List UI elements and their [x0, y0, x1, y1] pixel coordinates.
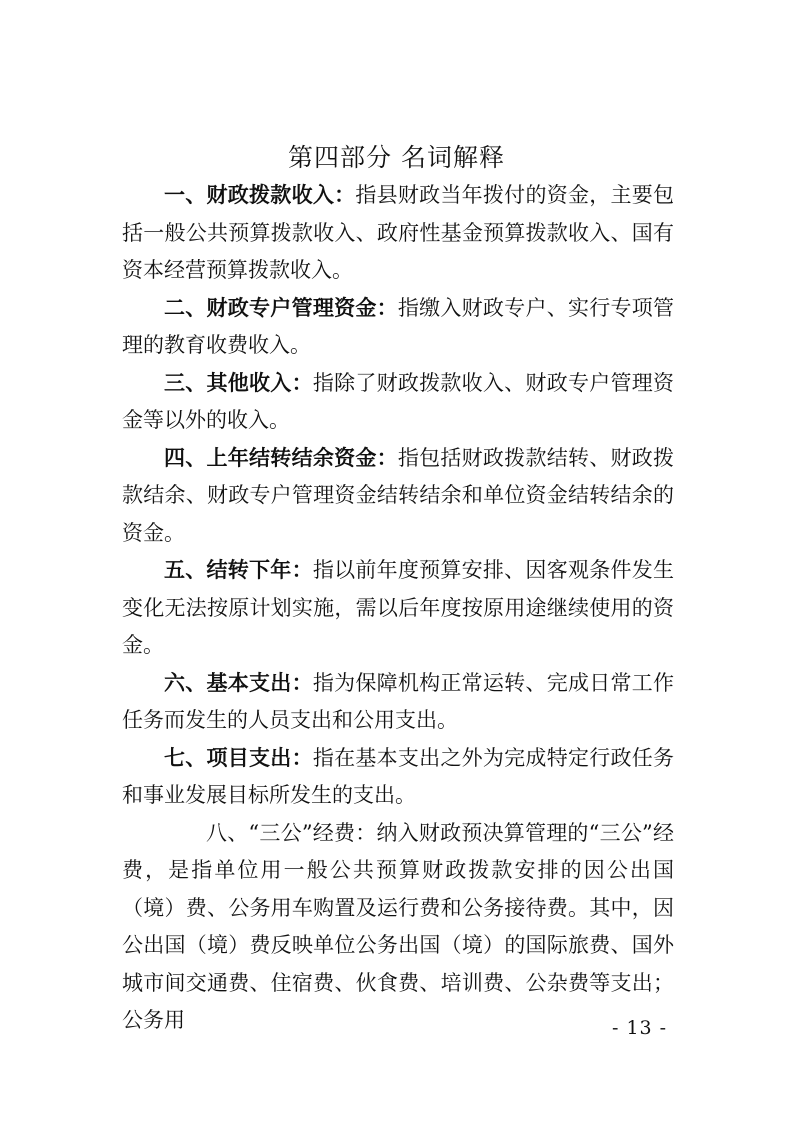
glossary-term: 三、其他收入：: [164, 370, 313, 395]
glossary-item: [122, 177, 674, 290]
page-number: - 13 -: [612, 1017, 668, 1039]
glossary-definition: 纳入财政预决算管理的“三公”经费，是指单位用一般公共预算财政拨款安排的因公出国（境）费、公务用车购置及运行费和公务接待费。其中，因公出国（境）费反映单位公务出国（境）的国际旅费、国外城市间交通费、住宿费、伙食费、培训费、公杂费等支出；公务用: [122, 820, 674, 1032]
glossary-item: [122, 665, 674, 740]
glossary-definition: 指为保障机构正常运转、完成日常工作任务而发生的人员支出和公用支出。: [122, 670, 675, 732]
glossary-body: [122, 177, 674, 1040]
glossary-item: [122, 365, 674, 440]
glossary-item: [122, 552, 674, 665]
glossary-definition: 指除了财政拨款收入、财政专户管理资金等以外的收入。: [122, 370, 675, 432]
glossary-item: [122, 290, 674, 365]
glossary-term: 六、基本支出：: [164, 670, 313, 695]
glossary-definition: 指县财政当年拨付的资金，主要包括一般公共预算拨款收入、政府性基金预算拨款收入、国有资本经营预算拨款收入。: [122, 183, 675, 282]
glossary-term: 七、项目支出：: [164, 745, 313, 770]
glossary-item: [122, 815, 674, 1040]
glossary-item: [122, 440, 674, 553]
glossary-item: [122, 740, 674, 815]
page-title: 第四部分 名词解释: [288, 143, 505, 172]
glossary-term: 一、财政拨款收入：: [164, 183, 356, 207]
glossary-term: 五、结转下年：: [164, 558, 313, 582]
glossary-term: 四、上年结转结余资金：: [164, 445, 398, 470]
glossary-definition: 指包括财政拨款结转、财政拨款结余、财政专户管理资金结转结余和单位资金结转结余的资金。: [122, 445, 675, 545]
glossary-term: 八、“三公”经费：: [206, 820, 377, 845]
glossary-definition: 指以前年度预算安排、因客观条件发生变化无法按原计划实施，需以后年度按原用途继续使用的资金。: [122, 558, 675, 657]
glossary-definition: 指缴入财政专户、实行专项管理的教育收费收入。: [122, 295, 675, 357]
glossary-term: 二、财政专户管理资金：: [164, 295, 398, 320]
glossary-definition: 指在基本支出之外为完成特定行政任务和事业发展目标所发生的支出。: [122, 745, 675, 807]
